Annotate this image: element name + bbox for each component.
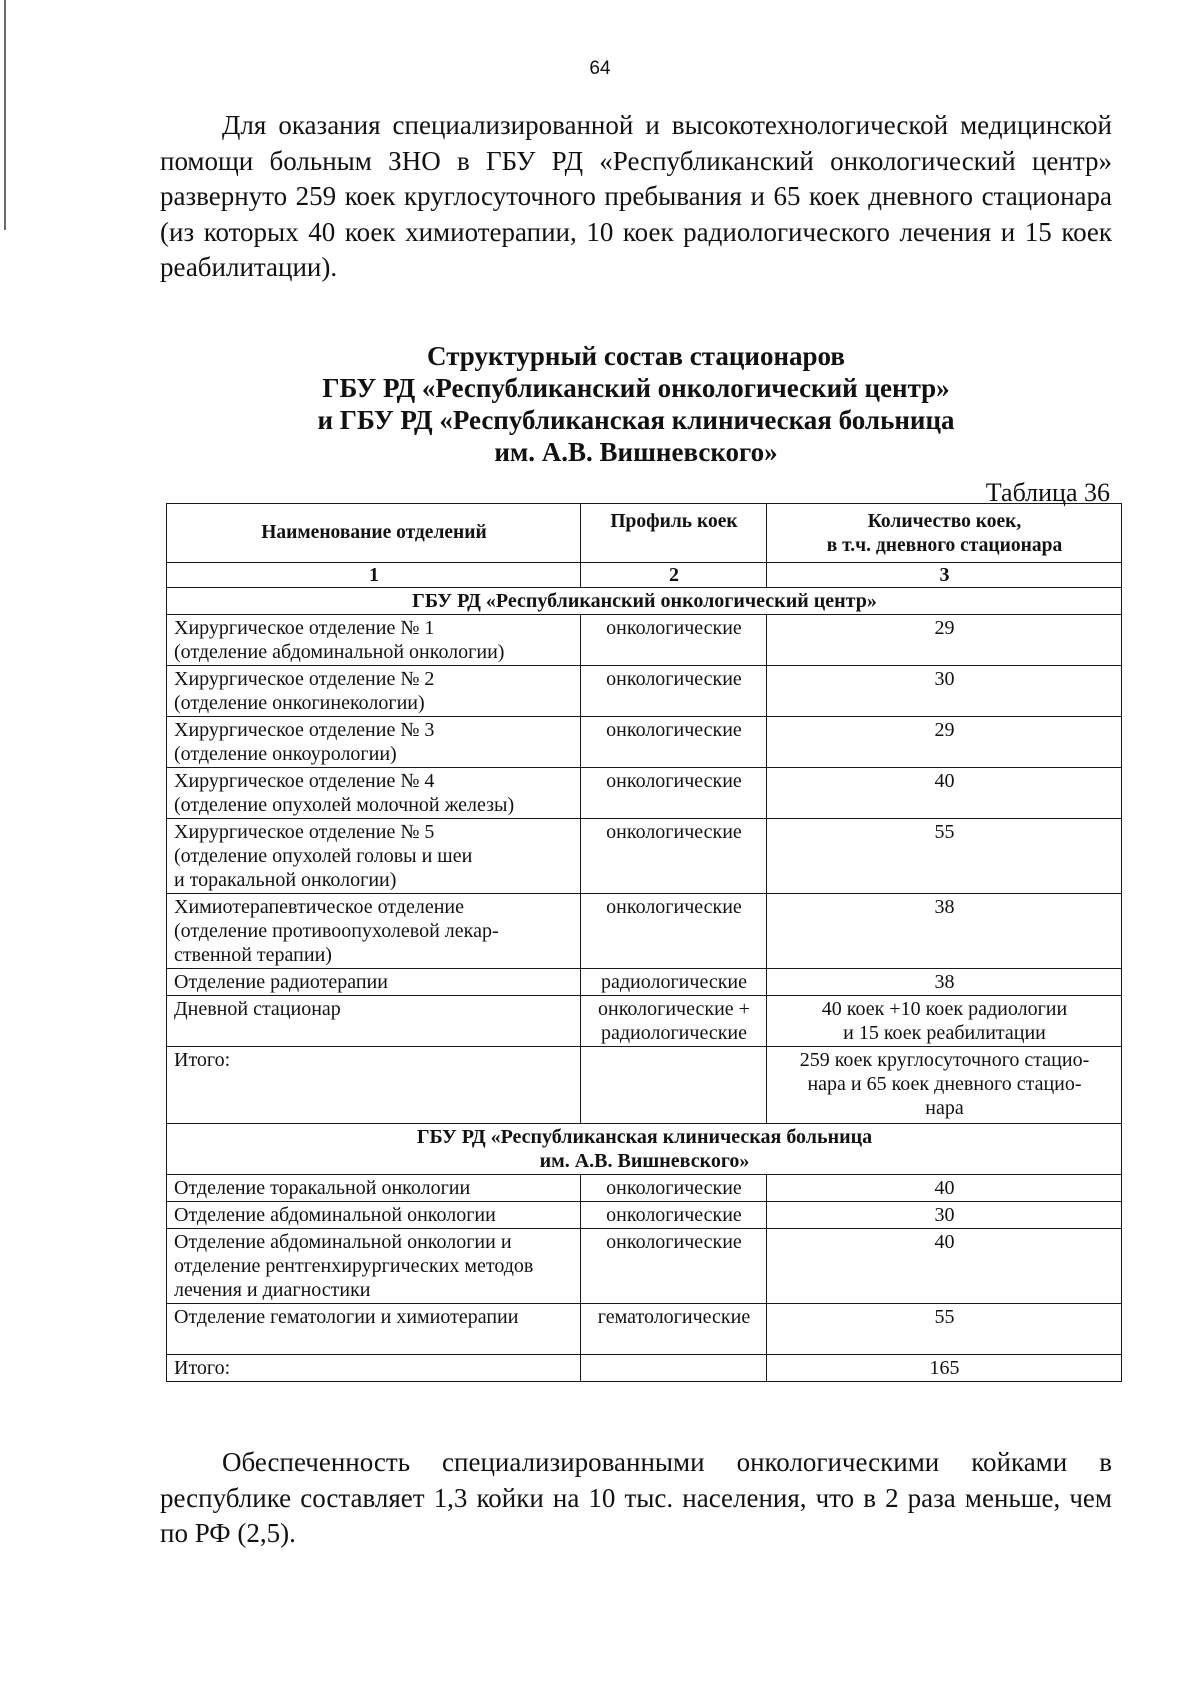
heading-line: ГБУ РД «Республиканский онкологический центр» — [322, 373, 950, 403]
table-row — [167, 666, 1122, 717]
header-count — [767, 504, 1122, 563]
bed-count-line: 40 — [934, 770, 955, 792]
heading-line: им. А.В. Вишневского» — [494, 437, 778, 467]
department-name-line: Хирургическое отделение № 4 — [174, 770, 435, 792]
heading-line: и ГБУ РД «Республиканская клиническая больница — [317, 405, 955, 435]
bed-count-line: нара и 65 коек дневного стацио- — [807, 1073, 1082, 1095]
bed-profile-line: онкологические — [606, 617, 742, 639]
bed-profile — [581, 768, 767, 819]
table-row — [167, 894, 1122, 969]
department-name — [167, 615, 581, 666]
bed-count-line: нара — [925, 1097, 964, 1119]
bed-count-line: и 15 коек реабилитации — [843, 1022, 1046, 1044]
table-row — [167, 1175, 1122, 1202]
bed-profile-line: онкологические — [606, 1231, 742, 1253]
department-name-line: Итого: — [174, 1049, 231, 1071]
heading-line: Структурный состав стационаров — [427, 341, 845, 371]
bed-count-line: 40 — [934, 1231, 955, 1253]
department-name-line: Хирургическое отделение № 2 — [174, 668, 435, 690]
department-name — [167, 894, 581, 969]
column-number: 3 — [767, 563, 1122, 588]
bed-profile — [581, 1047, 767, 1124]
bed-count-line: 38 — [934, 896, 955, 918]
department-name-line: ственной терапии) — [174, 944, 332, 966]
department-name-line: Отделение гематологии и химиотерапии — [174, 1306, 519, 1328]
beds-table — [166, 503, 1122, 1382]
department-name-line: лечения и диагностики — [174, 1279, 371, 1301]
department-name-line: Дневной стационар — [174, 998, 341, 1020]
conclusion-paragraph: Обеспеченность специализированными онкологическими койками в республике составляет 1,3 койки на 10 тыс. населения, что в 2 раза меньше, чем по РФ (2,5). — [160, 1447, 1112, 1548]
department-name — [167, 1175, 581, 1202]
department-name-line: (отделение противоопухолевой лекар- — [174, 920, 499, 942]
bed-profile — [581, 996, 767, 1047]
department-name-line: (отделение абдоминальной онкологии) — [174, 641, 505, 663]
department-name-line: Химиотерапевтическое отделение — [174, 896, 464, 918]
intro-paragraph: Для оказания специализированной и высокотехнологической медицинской помощи больным ЗНО в ГБУ РД «Республиканский онкологический центр» развернуто 259 коек круглосуточного пребывания и 65 коек дневного стационара (из которых 40 коек химиотерапии, 10 коек радиологического лечения и 15 коек реабилитации). — [160, 110, 1112, 282]
bed-count-line: 55 — [934, 1306, 955, 1328]
column-number-row — [167, 563, 1122, 588]
bed-profile-line: радиологические — [601, 1022, 747, 1044]
department-name-line: Хирургическое отделение № 1 — [174, 617, 435, 639]
bed-count — [767, 1304, 1122, 1355]
bed-profile-line: онкологические — [606, 668, 742, 690]
table-row — [167, 717, 1122, 768]
section-title-line: им. А.В. Вишневского» — [539, 1150, 750, 1172]
table-row — [167, 1229, 1122, 1304]
table-row — [167, 819, 1122, 894]
bed-profile-line: онкологические — [606, 896, 742, 918]
department-name-line: Отделение абдоминальной онкологии — [174, 1204, 496, 1226]
section-title — [167, 588, 1122, 615]
section-title-line: ГБУ РД «Республиканская клиническая больница — [416, 1126, 873, 1148]
bed-profile-line: онкологические + — [598, 998, 750, 1020]
bed-count — [767, 615, 1122, 666]
bed-count-line: 30 — [934, 1204, 955, 1226]
page-number: 64 — [589, 58, 611, 79]
bed-count — [767, 819, 1122, 894]
section-title-line: ГБУ РД «Республиканский онкологический центр» — [412, 590, 877, 612]
bed-count — [767, 969, 1122, 996]
table-row — [167, 615, 1122, 666]
bed-profile-line: онкологические — [606, 1177, 742, 1199]
header-row — [167, 504, 1122, 563]
department-name-line: Отделение радиотерапии — [174, 971, 388, 993]
department-name-line: Отделение торакальной онкологии — [174, 1177, 471, 1199]
department-name — [167, 996, 581, 1047]
bed-profile-line: онкологические — [606, 1204, 742, 1226]
table-body — [167, 588, 1122, 1382]
bed-count-line: 55 — [934, 821, 955, 843]
bed-count-line: 40 — [934, 1177, 955, 1199]
table-row — [167, 996, 1122, 1047]
bed-count-line: 38 — [934, 971, 955, 993]
bed-profile-line: онкологические — [606, 770, 742, 792]
section-title — [167, 1124, 1122, 1175]
department-name — [167, 717, 581, 768]
column-number: 1 — [167, 563, 581, 588]
bed-count-line: 259 коек круглосуточного стацио- — [799, 1049, 1090, 1071]
department-name-line: Хирургическое отделение № 5 — [174, 821, 435, 843]
bed-profile-line: онкологические — [606, 719, 742, 741]
bed-count — [767, 1175, 1122, 1202]
department-name — [167, 1355, 581, 1382]
header-profile: Профиль коек — [581, 504, 767, 563]
bed-profile — [581, 1175, 767, 1202]
bed-profile — [581, 819, 767, 894]
bed-count — [767, 996, 1122, 1047]
department-name-line: и торакальной онкологии) — [174, 869, 397, 891]
bed-profile-line: гематологические — [597, 1306, 751, 1328]
bed-profile-line: онкологические — [606, 821, 742, 843]
bed-profile — [581, 1355, 767, 1382]
column-number: 2 — [581, 563, 767, 588]
table-heading — [160, 340, 1112, 468]
bed-count-line: 30 — [934, 668, 955, 690]
bed-profile — [581, 894, 767, 969]
bed-profile — [581, 717, 767, 768]
table-row — [167, 1304, 1122, 1355]
bed-count — [767, 1229, 1122, 1304]
department-name — [167, 819, 581, 894]
bed-profile — [581, 1304, 767, 1355]
department-name — [167, 969, 581, 996]
header-count-line: Количество коек, — [867, 511, 1022, 532]
bed-count-line: 29 — [934, 617, 955, 639]
department-name — [167, 1304, 581, 1355]
section-header-row — [167, 1124, 1122, 1175]
bed-count — [767, 894, 1122, 969]
bed-profile — [581, 1229, 767, 1304]
bed-count — [767, 717, 1122, 768]
table-row — [167, 1202, 1122, 1229]
table-label: Таблица 36 — [985, 478, 1110, 507]
bed-count-line: 40 коек +10 коек радиологии — [821, 998, 1068, 1020]
bed-profile-line: радиологические — [601, 971, 747, 993]
bed-profile — [581, 969, 767, 996]
department-name — [167, 1202, 581, 1229]
department-name-line: Отделение абдоминальной онкологии и — [174, 1231, 512, 1253]
department-name-line: Хирургическое отделение № 3 — [174, 719, 435, 741]
department-name-line: отделение рентгенхирургических методов — [174, 1255, 534, 1277]
bed-count — [767, 1047, 1122, 1124]
department-name-line: (отделение онкогинекологии) — [174, 692, 425, 714]
section-header-row — [167, 588, 1122, 615]
department-name — [167, 768, 581, 819]
department-name-line: (отделение опухолей головы и шеи — [174, 845, 473, 867]
department-name-line: (отделение опухолей молочной железы) — [174, 794, 515, 816]
table-row — [167, 768, 1122, 819]
bed-profile — [581, 615, 767, 666]
department-name-line: Итого: — [174, 1357, 231, 1379]
bed-profile — [581, 1202, 767, 1229]
department-name — [167, 1229, 581, 1304]
table-row — [167, 1355, 1122, 1382]
bed-count-line: 165 — [929, 1357, 960, 1379]
bed-count — [767, 768, 1122, 819]
department-name-line: (отделение онкоурологии) — [174, 743, 397, 765]
table-row — [167, 969, 1122, 996]
scan-edge-line — [4, 0, 6, 230]
department-name — [167, 1047, 581, 1124]
department-name — [167, 666, 581, 717]
bed-count — [767, 1202, 1122, 1229]
header-count-line: в т.ч. дневного стационара — [826, 535, 1063, 556]
bed-profile — [581, 666, 767, 717]
bed-count-line: 29 — [934, 719, 955, 741]
bed-count — [767, 666, 1122, 717]
total-row — [167, 1047, 1122, 1124]
header-name: Наименование отделений — [167, 504, 581, 563]
bed-count — [767, 1355, 1122, 1382]
